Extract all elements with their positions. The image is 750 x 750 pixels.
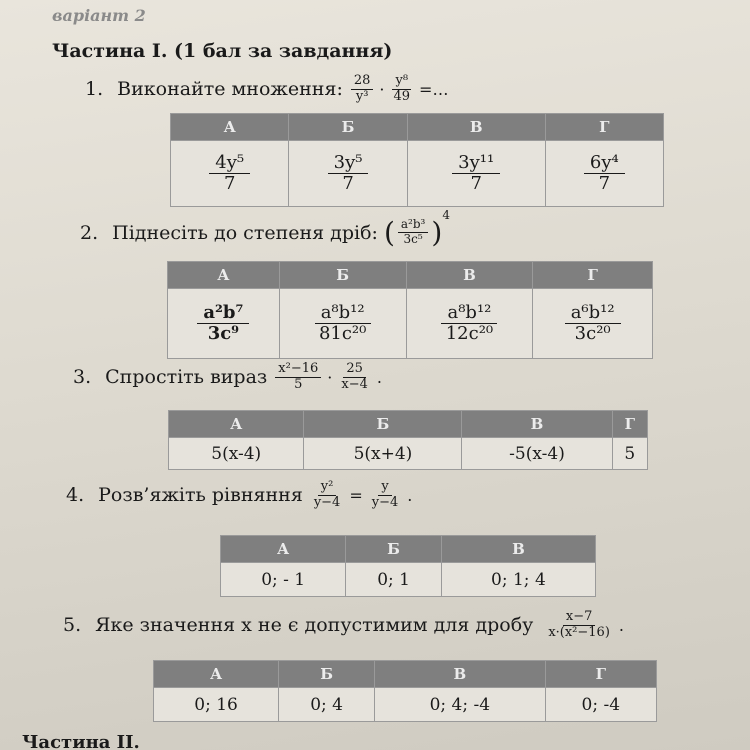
fraction <box>391 74 414 105</box>
col-a: А <box>154 661 279 688</box>
answer-cell <box>533 289 653 359</box>
numerator: 6y⁴ <box>584 153 625 174</box>
answer-table-1 <box>170 113 664 207</box>
numerator: a⁸b¹² <box>441 303 497 324</box>
denominator: 7 <box>342 173 354 194</box>
question-5 <box>63 610 627 641</box>
question-number: 4. <box>66 484 85 507</box>
fraction <box>338 362 371 393</box>
numerator: a²b⁷ <box>197 303 249 324</box>
period: . <box>376 367 382 387</box>
answer-cell <box>289 141 407 207</box>
col-a: А <box>169 411 304 438</box>
question-text: Виконайте множення: <box>117 78 343 101</box>
answer-cell: 5(x+4) <box>304 438 462 470</box>
denominator: x·(x²−16) <box>548 624 610 640</box>
numerator: a²b³ <box>398 218 428 233</box>
col-g: Г <box>545 114 663 141</box>
denominator: 12c²⁰ <box>445 323 494 344</box>
denominator: 5 <box>294 376 303 392</box>
multiply-sign: · <box>379 79 385 99</box>
answer-cell: 0; 4 <box>279 688 375 722</box>
numerator: 25 <box>343 362 366 378</box>
denominator: 3c⁵ <box>403 232 423 246</box>
numerator: x−7 <box>563 610 596 626</box>
col-v: В <box>375 661 545 688</box>
answer-cell: 0; -4 <box>545 688 656 722</box>
fraction <box>398 218 428 247</box>
power-expression <box>383 208 450 249</box>
denominator: 81c²⁰ <box>318 323 367 344</box>
question-number: 2. <box>80 221 99 244</box>
denominator: 7 <box>598 173 611 194</box>
col-a: А <box>221 536 346 563</box>
answer-cell: 5(x-4) <box>169 438 304 470</box>
answer-table-3 <box>168 410 648 470</box>
numerator: 4y⁵ <box>209 153 250 174</box>
question-1 <box>85 74 451 105</box>
numerator: 28 <box>351 74 374 90</box>
fraction <box>351 74 374 105</box>
part2-title: Частина ІІ. <box>22 732 140 750</box>
question-text: Піднесіть до степеня дріб: <box>112 221 378 244</box>
numerator: a⁸b¹² <box>315 303 371 324</box>
numerator: a⁶b¹² <box>565 303 621 324</box>
question-2 <box>80 208 450 249</box>
part1-title: Частина І. (1 бал за завдання) <box>52 40 393 62</box>
multiply-sign: · <box>327 367 333 387</box>
equals-ellipsis: =… <box>419 79 449 99</box>
denominator: y−4 <box>313 494 341 510</box>
answer-cell: -5(x-4) <box>462 438 612 470</box>
question-number: 5. <box>63 614 82 637</box>
variant-label: варіант 2 <box>52 6 146 25</box>
period: . <box>618 615 624 635</box>
numerator: y⁸ <box>392 74 411 90</box>
numerator: y <box>378 480 391 496</box>
denominator: y³ <box>355 88 369 104</box>
numerator: y² <box>318 480 337 496</box>
answer-cell: 0; 16 <box>154 688 279 722</box>
answer-cell <box>407 141 545 207</box>
answer-table-5 <box>153 660 657 722</box>
col-g: Г <box>533 262 653 289</box>
question-number: 1. <box>85 78 104 101</box>
answer-cell <box>545 141 663 207</box>
answer-cell <box>279 289 406 359</box>
denominator: 7 <box>223 173 236 194</box>
answer-table-2 <box>167 261 653 359</box>
col-b: Б <box>346 536 442 563</box>
col-v: В <box>406 262 533 289</box>
question-text: Яке значення х не є допустимим для дробу <box>95 614 534 637</box>
col-b: Б <box>279 661 375 688</box>
fraction <box>311 480 344 511</box>
answer-cell: 5 <box>612 438 647 470</box>
fraction <box>545 610 613 641</box>
question-text: Спростіть вираз <box>105 366 268 389</box>
question-number: 3. <box>73 366 92 389</box>
col-v: В <box>407 114 545 141</box>
close-paren: ) <box>431 216 443 249</box>
answer-cell <box>168 289 280 359</box>
answer-cell: 0; 1 <box>346 563 442 597</box>
answer-cell <box>171 141 289 207</box>
question-4 <box>66 480 415 511</box>
col-v: В <box>462 411 612 438</box>
denominator: 3c⁹ <box>207 323 240 344</box>
col-v: В <box>441 536 595 563</box>
col-g: Г <box>612 411 647 438</box>
answer-cell: 0; 1; 4 <box>441 563 595 597</box>
denominator: 7 <box>470 173 482 194</box>
answer-table-4 <box>220 535 596 597</box>
fraction <box>275 362 321 393</box>
numerator: 3y¹¹ <box>452 153 500 174</box>
denominator: y−4 <box>371 494 399 510</box>
denominator: 49 <box>393 88 411 104</box>
numerator: 3y⁵ <box>328 153 369 174</box>
question-text: Розв’яжіть рівняння <box>98 484 303 507</box>
col-g: Г <box>545 661 656 688</box>
open-paren: ( <box>383 216 395 249</box>
numerator: x²−16 <box>275 362 321 378</box>
exponent: 4 <box>442 208 450 222</box>
col-b: Б <box>304 411 462 438</box>
answer-cell: 0; - 1 <box>221 563 346 597</box>
denominator: 3c²⁰ <box>574 323 611 344</box>
equals-sign: = <box>349 485 363 505</box>
question-3 <box>73 362 385 393</box>
denominator: x−4 <box>341 376 368 392</box>
fraction <box>369 480 402 511</box>
col-b: Б <box>279 262 406 289</box>
col-a: А <box>171 114 289 141</box>
col-b: Б <box>289 114 407 141</box>
period: . <box>407 485 413 505</box>
answer-cell <box>406 289 533 359</box>
answer-cell: 0; 4; -4 <box>375 688 545 722</box>
col-a: А <box>168 262 280 289</box>
